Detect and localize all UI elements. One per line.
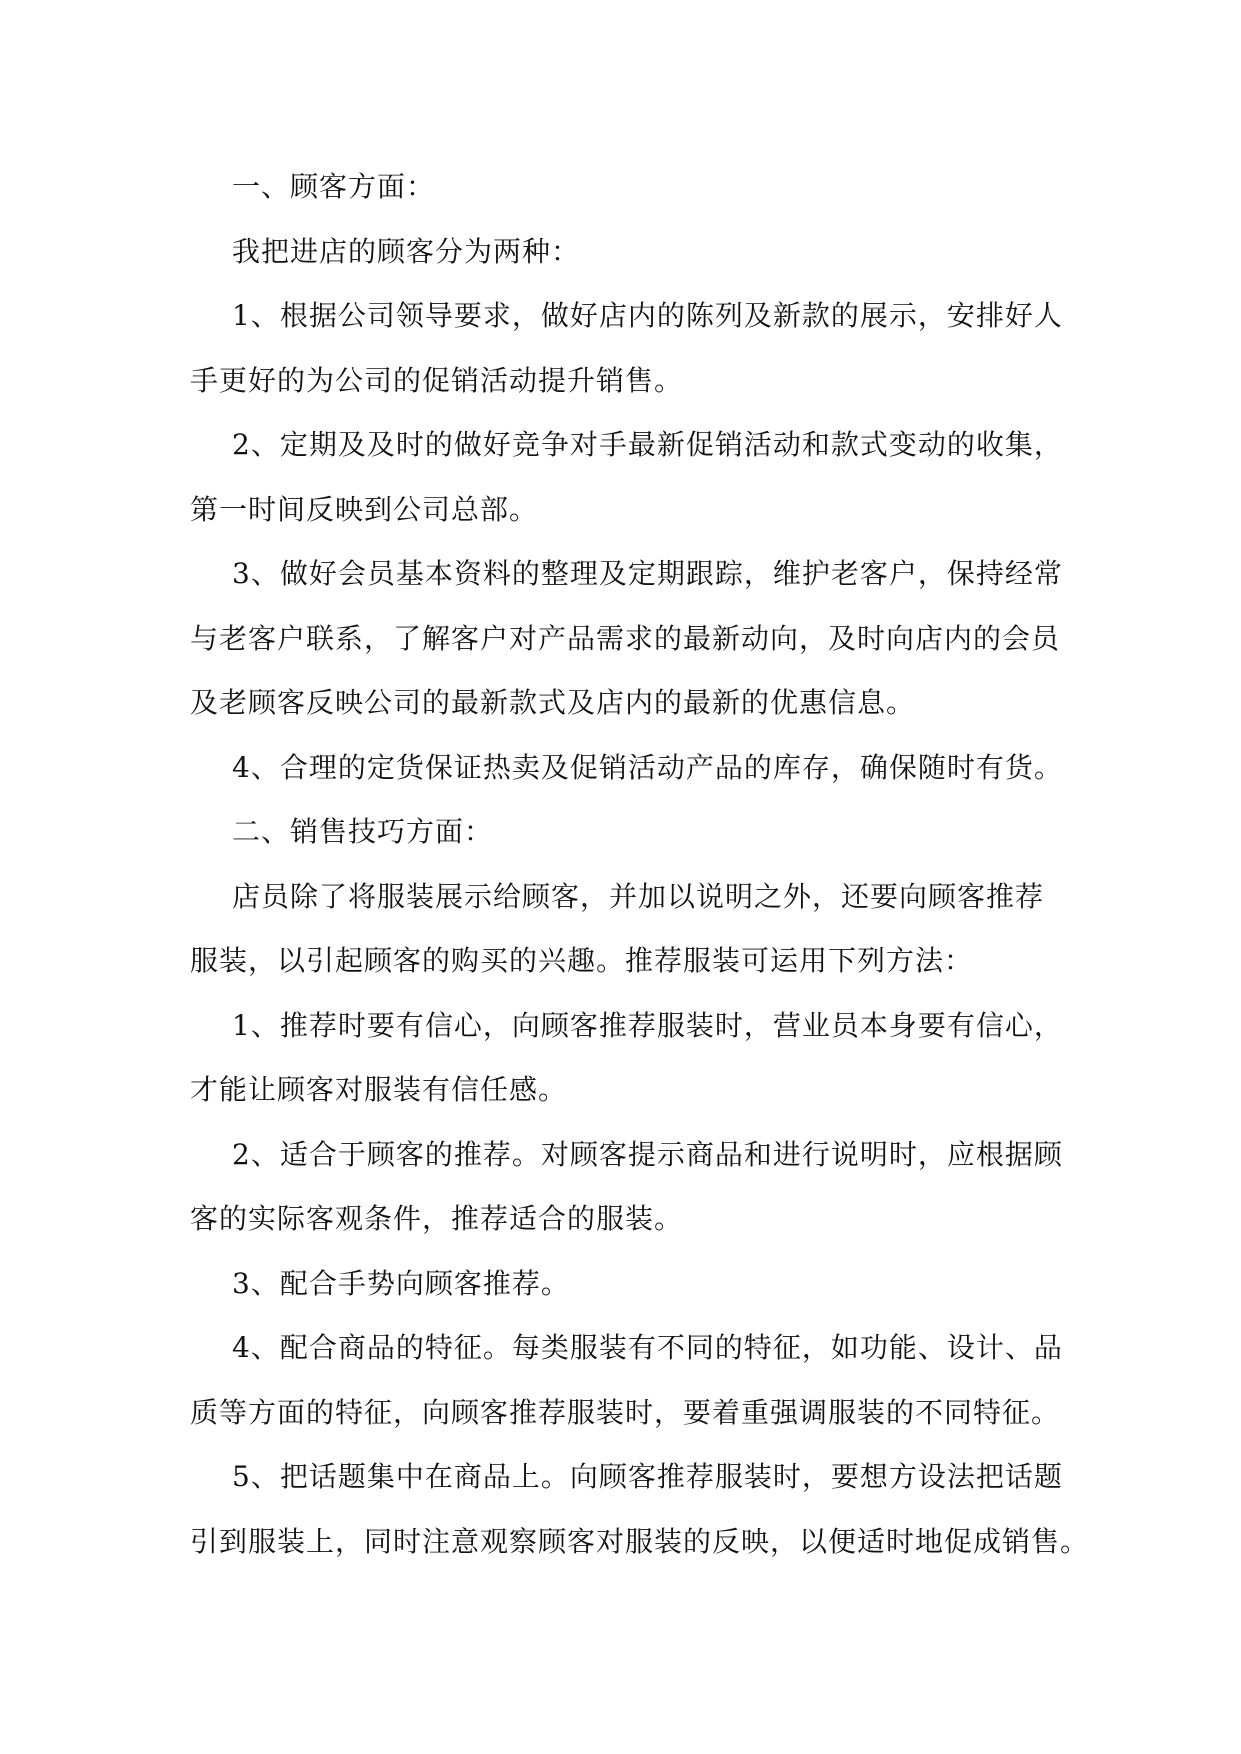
paragraph-line: 与老客户联系，了解客户对产品需求的最新动向，及时向店内的会员 [190, 621, 1061, 655]
paragraph-line: 2、适合于顾客的推荐。对顾客提示商品和进行说明时，应根据顾 [232, 1137, 1063, 1171]
paragraph-line: 5、把话题集中在商品上。向顾客推荐服装时，要想方设法把话题 [232, 1460, 1063, 1493]
heading-customer: 一、顾客方面： [232, 170, 436, 203]
document-body [190, 155, 1090, 1574]
paragraph-line: 客的实际客观条件，推荐适合的服装。 [190, 1202, 684, 1235]
paragraph-line: 才能让顾客对服装有信任感。 [190, 1073, 568, 1106]
paragraph-line: 手更好的为公司的促销活动提升销售。 [190, 363, 684, 397]
paragraph-line: 第一时间反映到公司总部。 [190, 492, 539, 526]
paragraph-line: 4、配合商品的特征。每类服装有不同的特征，如功能、设计、品 [232, 1331, 1063, 1364]
paragraph-line: 2、定期及及时的做好竞争对手最新促销活动和款式变动的收集， [232, 428, 1063, 461]
paragraph-line: 1、根据公司领导要求，做好店内的陈列及新款的展示，安排好人 [232, 299, 1063, 332]
paragraph-line: 引到服装上，同时注意观察顾客对服装的反映，以便适时地促成销售。 [190, 1524, 1090, 1558]
heading-sales-skills: 二、销售技巧方面： [232, 815, 494, 848]
paragraph-line: 我把进店的顾客分为两种： [232, 234, 581, 268]
paragraph-line: 3、配合手势向顾客推荐。 [232, 1266, 570, 1300]
paragraph-line: 3、做好会员基本资料的整理及定期跟踪，维护老客户，保持经常 [232, 557, 1063, 590]
paragraph-line: 店员除了将服装展示给顾客，并加以说明之外，还要向顾客推荐 [232, 879, 1045, 913]
paragraph-line: 及老顾客反映公司的最新款式及店内的最新的优惠信息。 [190, 686, 916, 719]
paragraph-line: 1、推荐时要有信心，向顾客推荐服装时，营业员本身要有信心， [232, 1008, 1063, 1042]
paragraph-line: 服装，以引起顾客的购买的兴趣。推荐服装可运用下列方法： [190, 944, 974, 977]
paragraph-line: 质等方面的特征，向顾客推荐服装时，要着重强调服装的不同特征。 [190, 1395, 1061, 1429]
paragraph-line: 4、合理的定货保证热卖及促销活动产品的库存，确保随时有货。 [232, 750, 1063, 784]
